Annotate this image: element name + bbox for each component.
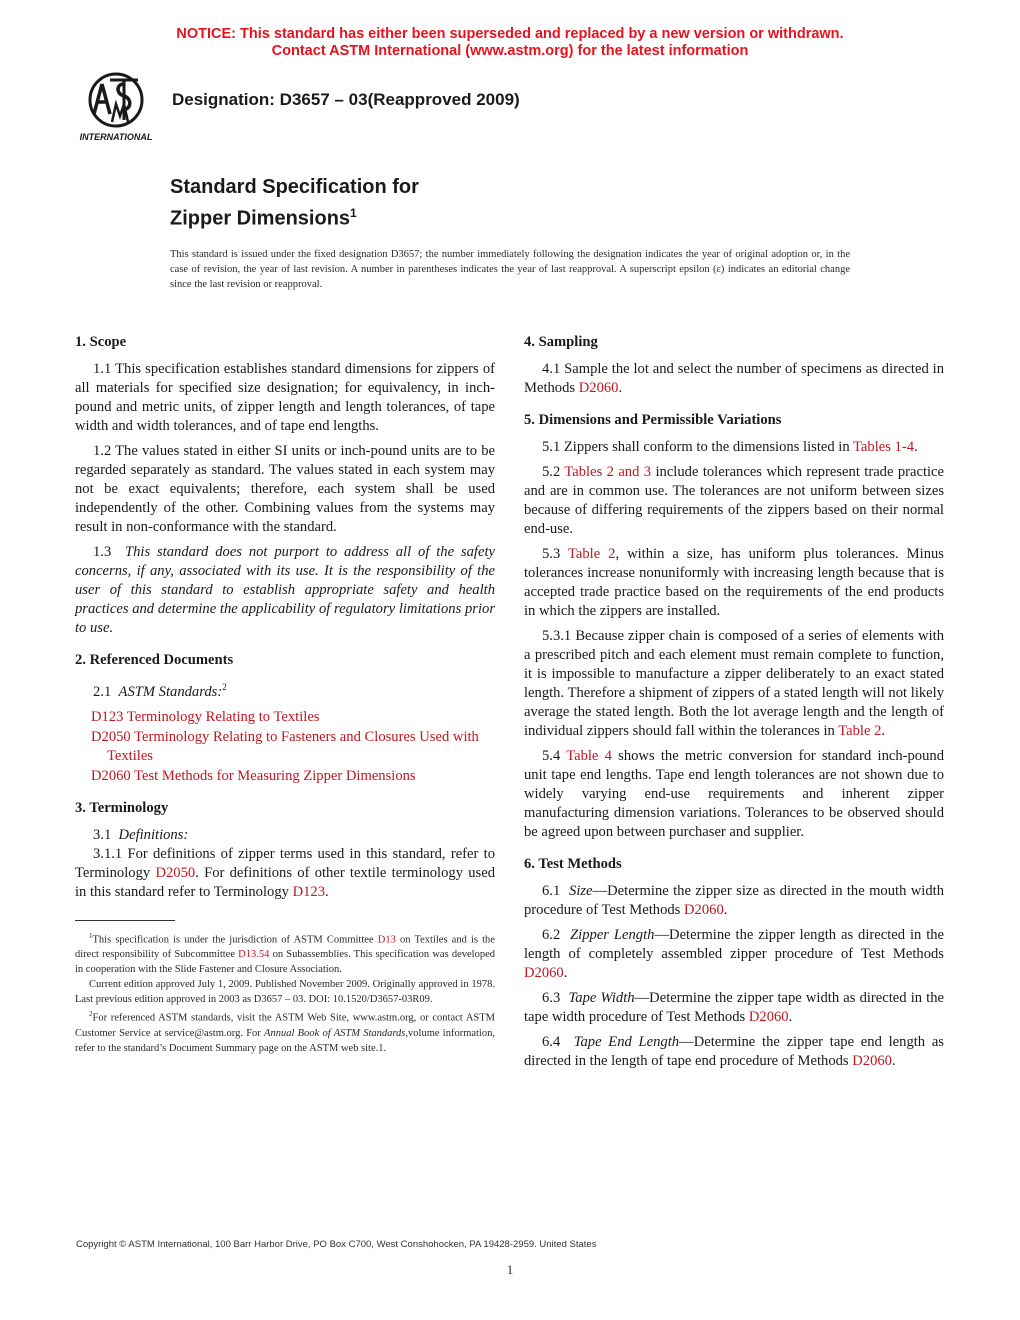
footnote-1: $^1$This specification is under the jurisdiction of ASTM Committee D13 on Textiles and is the direct responsibility of Subcommittee D13.54 on Subassemblies. This specification was developed in cooperation with the Slide Fastener and Closure Association. xyxy=(75,931,495,976)
link-d2060[interactable]: D2060 xyxy=(524,965,564,981)
link-table-2[interactable]: Table 2 xyxy=(567,546,616,562)
refdocs-heading: 2. Referenced Documents xyxy=(75,652,234,668)
scope-p1: 1.1 This specification establishes standard dimensions for zippers of all materials for specified size designation; for equivalency, in inch-pound and metric units, of zipper length and length tolerances, of tape width and width tolerances, and of tape end lengths. xyxy=(75,361,495,434)
section-dimensions xyxy=(524,410,944,842)
notice-line-1: NOTICE: This standard has either been superseded and replaced by a new version or withdrawn. xyxy=(176,26,844,42)
footnotes xyxy=(75,929,495,1056)
astm-logo xyxy=(72,70,162,146)
title-line-2: Zipper Dimensions$^1$ xyxy=(170,206,357,230)
notice-line-2: Contact ASTM International (www.astm.org) for the latest information xyxy=(271,43,749,59)
testmethod-item: 6.2 Zipper Length—Determine the zipper length as directed in the length of completely assembled zipper procedure of Test Methods D2060. xyxy=(524,927,945,981)
designation: Designation: D3657 – 03(Reapproved 2009) xyxy=(172,90,520,109)
footnote-divider xyxy=(75,920,175,921)
supersede-notice xyxy=(0,26,1020,60)
footnote-2: $^2$For referenced ASTM standards, visit the ASTM Web Site, www.astm.org, or contact ASTM Customer Service at service@astm.org. For Annual Book of ASTM Standards,volume information, refer to the standard’s Document Summary page on the ASTM web site.1. xyxy=(75,1010,495,1054)
link-d2060[interactable]: D2060 xyxy=(578,380,619,396)
terminology-p1: 3.1 Definitions: xyxy=(93,826,189,843)
link-d2060[interactable]: D2060 xyxy=(748,1009,789,1025)
ref-code-link[interactable]: D2050 xyxy=(91,728,131,745)
ref-item[interactable]: D2050 Terminology Relating to Fasteners and Closures Used with Textiles xyxy=(91,728,479,764)
ref-item[interactable]: D123 Terminology Relating to Textiles xyxy=(91,708,320,725)
ref-item[interactable]: D2060 Test Methods for Measuring Zipper Dimensions xyxy=(91,767,416,784)
testmethod-item: 6.3 Tape Width—Determine the zipper tape width as directed in the tape width procedure of Test Methods D2060. xyxy=(524,990,945,1025)
left-column xyxy=(75,332,495,1056)
copyright-footer: Copyright © ASTM International, 100 Barr Harbor Drive, PO Box C700, West Conshohocken, PA 19428-2959. United States xyxy=(76,1239,597,1250)
link-table-2[interactable]: Table 2 xyxy=(838,723,882,739)
link-d2060[interactable]: D2060 xyxy=(852,1053,892,1069)
title-line-1: Standard Specification for xyxy=(170,176,419,198)
logo-text: INTERNATIONAL xyxy=(79,132,153,142)
sampling-heading: 4. Sampling xyxy=(524,334,598,350)
testmethods-heading: 6. Test Methods xyxy=(524,856,622,872)
dimensions-p5: 5.4 Table 4 shows the metric conversion for standard inch-pound unit tape end lengths. Tape end length tolerances are not shown due to widely varying end-use requirements and inherent zipper manufacturing dimension variations. Tolerances to be observed should be agreed upon between purchaser and supplier. xyxy=(524,748,944,840)
dimensions-p4: 5.3.1 Because zipper chain is composed of a series of elements with a prescribed pitch and each element must remain complete to function, it is impossible to manufacture a zipper deliberately to an exact stated length. Therefore a shipment of zippers of a stated length will not likely average the stated length. Both the lot average length and the length of individual zippers should fall within the tolerances in Table 2. xyxy=(524,628,944,739)
link-tables-1-4[interactable]: Tables 1-4 xyxy=(853,439,915,455)
section-sampling xyxy=(524,332,944,398)
document-title xyxy=(170,174,419,232)
dimensions-p1: 5.1 Zippers shall conform to the dimensions listed in Tables 1-4. xyxy=(542,439,918,455)
astm-logo-icon xyxy=(72,70,162,146)
terminology-heading: 3. Terminology xyxy=(75,799,169,816)
section-test-methods xyxy=(524,854,944,1071)
terminology-p2: 3.1.1 For definitions of zipper terms used in this standard, refer to Terminology D2050. For definitions of other textile terminology used in this standard refer to Terminology D123. xyxy=(75,845,495,900)
right-column xyxy=(524,332,944,1083)
sampling-p1: 4.1 Sample the lot and select the number of specimens as directed in Methods D2060. xyxy=(524,361,944,396)
testmethod-item: 6.4 Tape End Length—Determine the zipper tape end length as directed in the length of tape end procedure of Methods D2060. xyxy=(524,1034,944,1069)
scope-p3: 1.3 This standard does not purport to address all of the safety concerns, if any, associated with its use. It is the responsibility of the user of this standard to establish appropriate safety and health practices and determine the applicability of regulatory limitations prior to use. xyxy=(75,544,495,636)
dimensions-p3: 5.3 Table 2, within a size, has uniform plus tolerances. Minus tolerances increase nonuniformly with increasing length because that is accepted trade practice based on the requirements of the end products in which the zippers are installed. xyxy=(524,546,944,619)
scope-heading: 1. Scope xyxy=(75,334,127,350)
testmethod-item: 6.1 Size—Determine the zipper size as directed in the mouth width procedure of Test Methods D2060. xyxy=(524,883,944,918)
title-footnote-marker: 1 xyxy=(350,206,357,220)
section-terminology xyxy=(75,798,495,902)
dimensions-heading: 5. Dimensions and Permissible Variations xyxy=(524,412,782,428)
section-scope xyxy=(75,332,495,638)
section-referenced-documents xyxy=(75,650,495,786)
link-tables-2-3[interactable]: Tables 2 and 3 xyxy=(564,464,652,480)
intro-paragraph: This standard is issued under the fixed designation D3657; the number immediately following the designation indicates the year of original adoption or, in the case of revision, the year of last revision. A number in parentheses indicates the year of last reapproval. A superscript epsilon (ε) indicates an editorial change since the last revision or reapproval. xyxy=(170,249,850,290)
page-number: 1 xyxy=(506,1262,514,1277)
link-d13[interactable]: D13 xyxy=(377,934,396,946)
link-d13-54[interactable]: D13.54 xyxy=(238,949,270,961)
footnote-1-edition: Current edition approved July 1, 2009. Published November 2009. Originally approved in 1978. Last previous edition approved in 2003 as D3657 – 03. DOI: 10.1520/D3657-03R09. xyxy=(75,979,495,1006)
link-d2060[interactable]: D2060 xyxy=(684,902,724,918)
ref-code-link[interactable]: D2060 xyxy=(91,767,131,784)
dimensions-p2: 5.2 Tables 2 and 3 include tolerances which represent trade practice and are in common use. The tolerances are not uniform between sizes because of differing requirements of the zippers based on their normal end-use. xyxy=(524,464,945,537)
link-d2050[interactable]: D2050 xyxy=(155,864,196,881)
link-table-4[interactable]: Table 4 xyxy=(566,748,612,764)
link-d123[interactable]: D123 xyxy=(292,883,326,900)
refdocs-sub: 2.1 ASTM Standards:$^2$ xyxy=(93,682,227,700)
ref-code-link[interactable]: D123 xyxy=(91,708,124,725)
scope-p2: 1.2 The values stated in either SI units or inch-pound units are to be regarded separately as standard. The values stated in each system may not be exact equivalents; therefore, each system shall be used independently of the other. Combining values from the systems may result in non-conformance with the standard. xyxy=(75,443,495,535)
